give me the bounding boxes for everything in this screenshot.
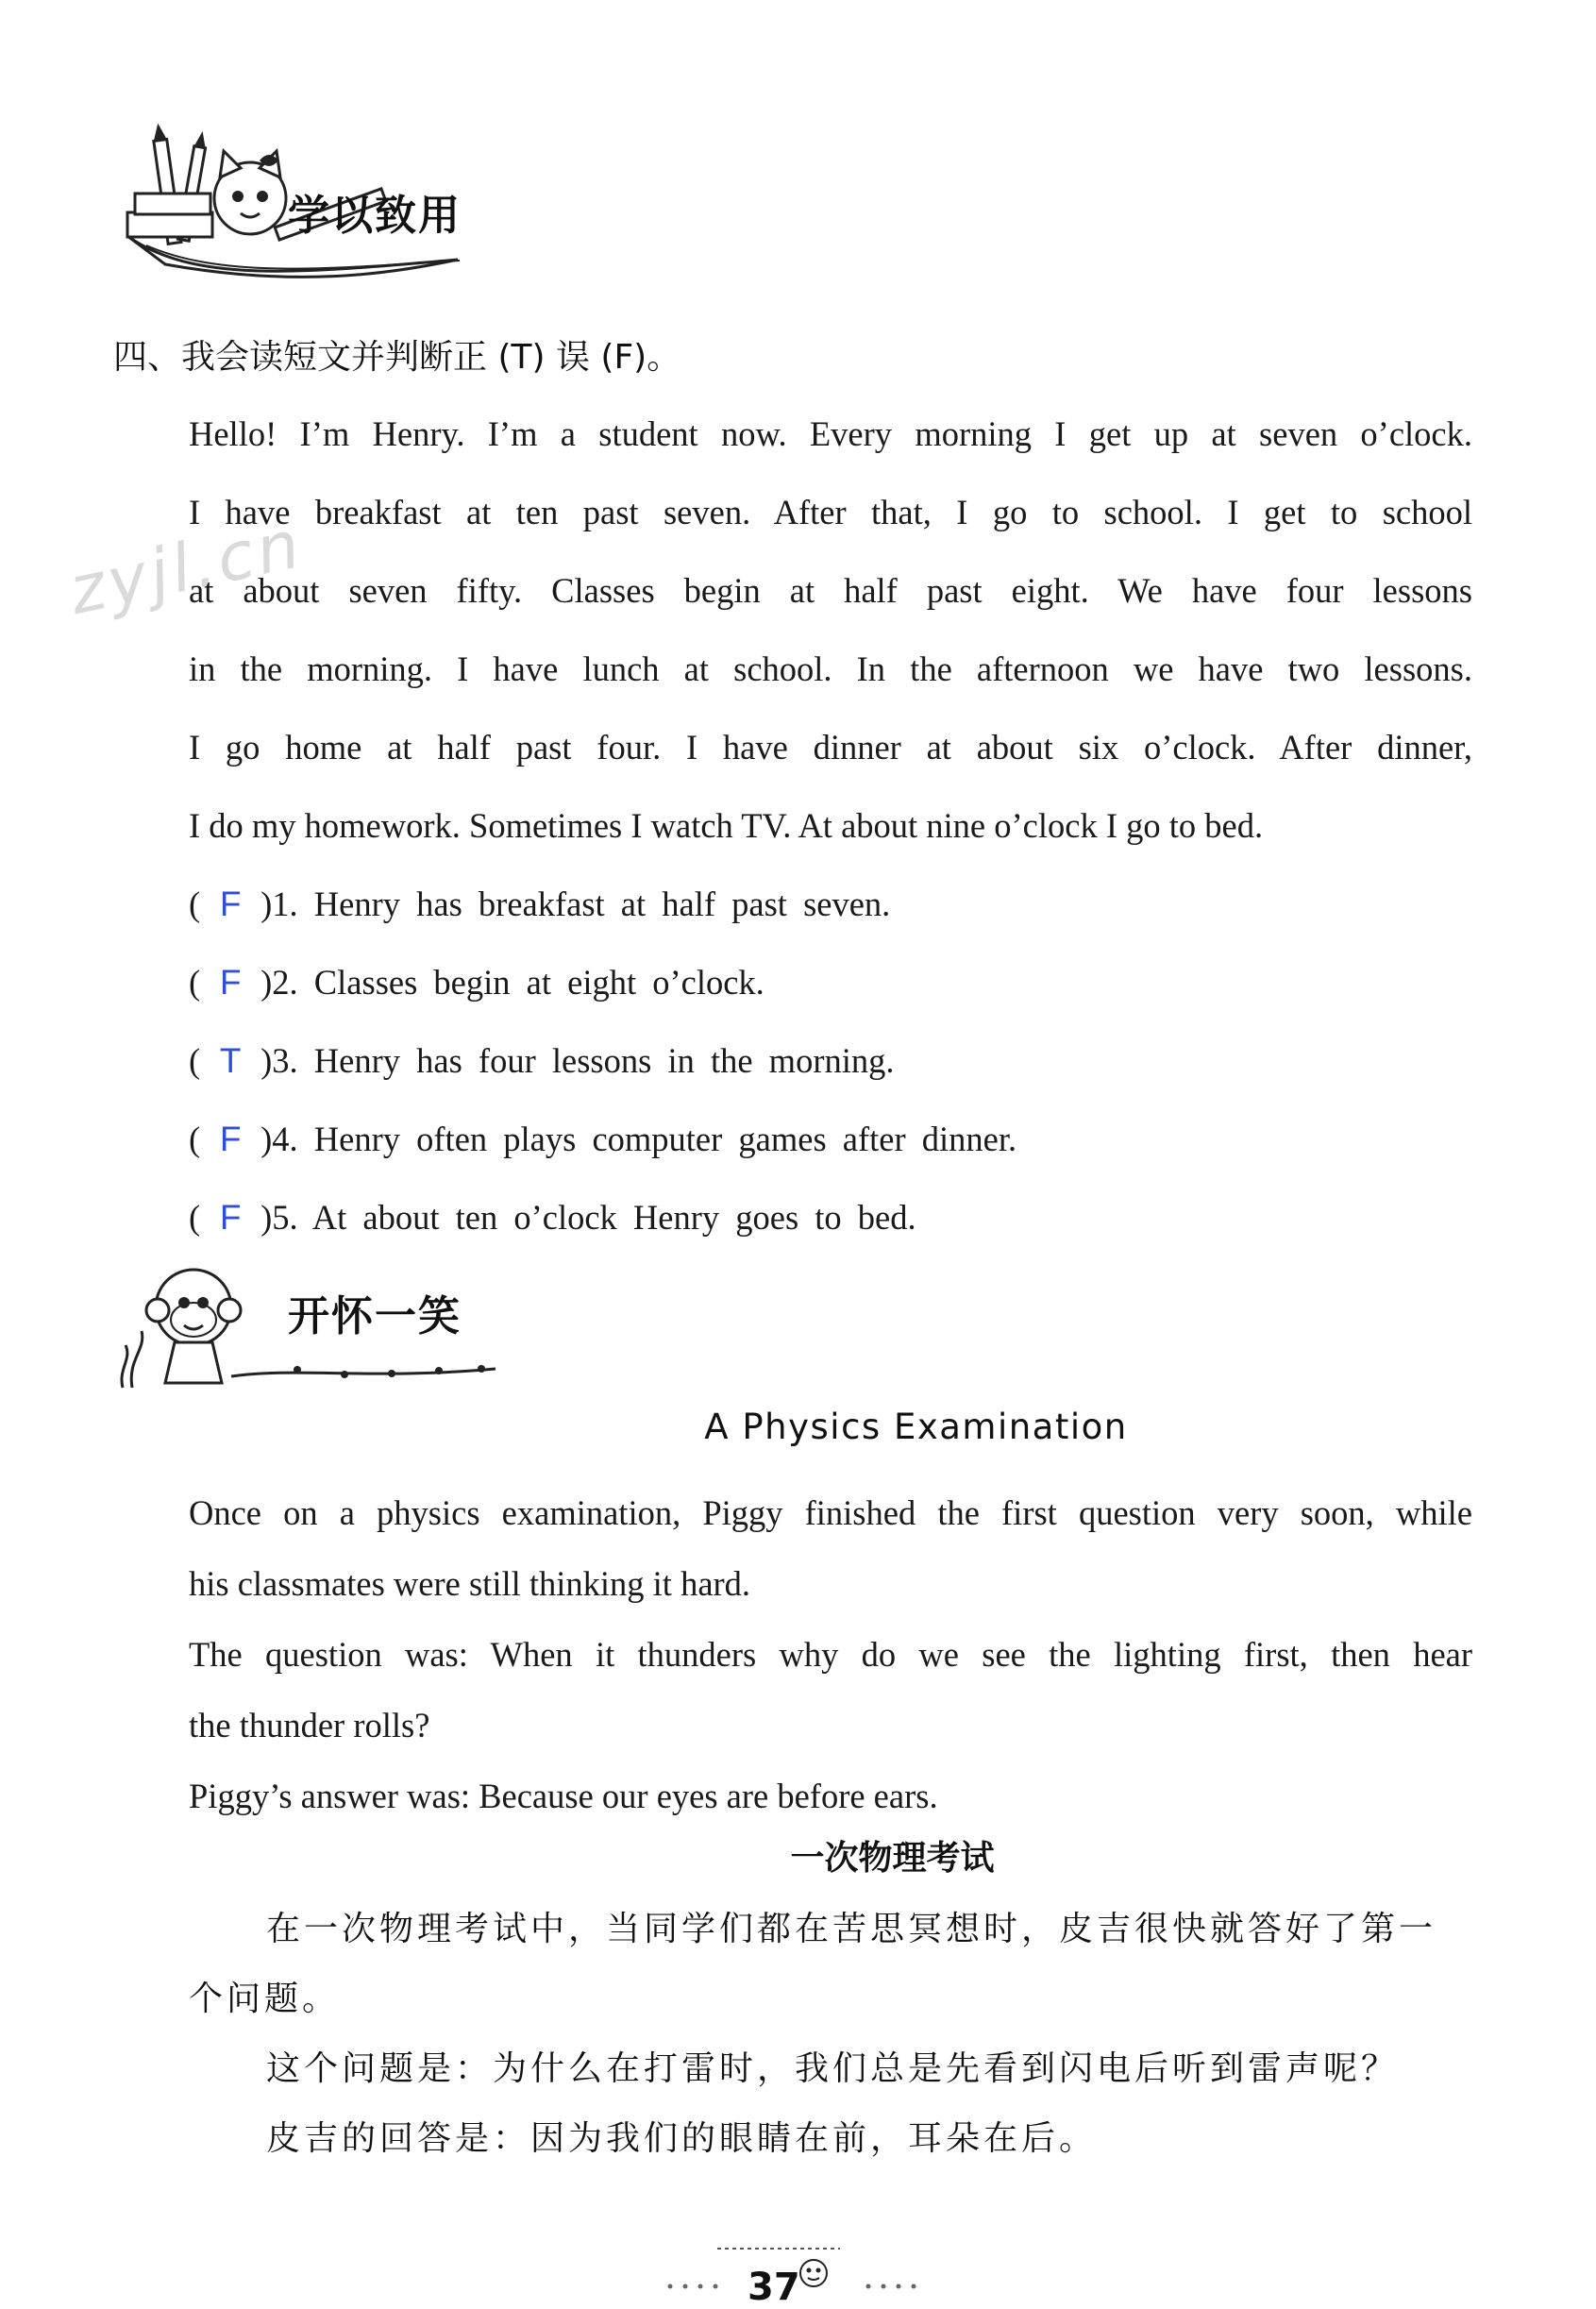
story-line: his classmates were still thinking it hard. [189,1564,751,1603]
question-text: )1. Henry has breakfast at half past seven. [260,885,891,923]
passage-line: Hello! I’m Henry. I’m a student now. Every morning I get up at seven o’clock. [189,414,1472,453]
translation-line: 在一次物理考试中，当同学们都在苦思冥想时，皮吉很快就答好了第一 [266,1910,1437,1948]
question-text: )5. At about ten o’clock Henry goes to bed. [260,1198,916,1237]
question-item [189,1111,1016,1168]
exercise-instruction: 四、我会读短文并判断正 (T) 误 (F)。 [113,338,681,377]
watermark-text: zyjl.cn [62,504,310,631]
paren-open: ( [189,1120,201,1158]
story-line: Piggy’s answer was: Because our eyes are before ears. [189,1777,938,1815]
story-title: A Physics Examination [704,1407,1128,1447]
question-item [189,954,764,1011]
page-number: 37 [748,2266,800,2309]
translation-line: 个问题。 [189,1980,341,2018]
passage-line: I go home at half past four. I have dinner at about six o’clock. After dinner, [189,728,1472,767]
passage-line: at about seven fifty. Classes begin at half past eight. We have four lessons [189,571,1472,610]
section-header-practice [109,123,543,293]
question-item [189,1189,916,1246]
story-line: The question was: When it thunders why do we see the lighting first, then hear [189,1635,1472,1674]
passage-line: in the morning. I have lunch at school. In the afternoon we have two lessons. [189,649,1472,688]
translation-line: 这个问题是：为什么在打雷时，我们总是先看到闪电后听到雷声呢？ [266,2049,1400,2088]
answer-mark: T [219,1041,242,1080]
story-line: the thunder rolls? [189,1706,430,1744]
answer-mark: F [219,1120,242,1158]
paren-open: ( [189,963,201,1002]
passage-line: I have breakfast at ten past seven. After that, I go to school. I get to school [189,493,1472,531]
question-text: )3. Henry has four lessons in the morning. [260,1041,895,1080]
answer-mark: F [219,963,242,1002]
section-title-practice: 学以致用 [288,192,462,240]
answer-mark: F [219,1198,242,1237]
question-item [189,1033,895,1089]
question-text: )2. Classes begin at eight o’clock. [260,963,764,1002]
paren-open: ( [189,1198,201,1237]
paren-open: ( [189,1041,201,1080]
section-header-fun [109,1256,543,1425]
section-title-fun: 开怀一笑 [288,1292,462,1340]
translation-line: 皮吉的回答是：因为我们的眼睛在前，耳朵在后。 [266,2119,1098,2158]
translation-title: 一次物理考试 [790,1839,995,1878]
question-text: )4. Henry often plays computer games after dinner. [260,1120,1017,1158]
story-line: Once on a physics examination, Piggy finished the first question very soon, while [189,1493,1472,1532]
answer-mark: F [219,885,242,923]
question-item [189,876,890,933]
passage-line: I do my homework. Sometimes I watch TV. At about nine o’clock I go to bed. [189,806,1264,845]
paren-open: ( [189,885,201,923]
